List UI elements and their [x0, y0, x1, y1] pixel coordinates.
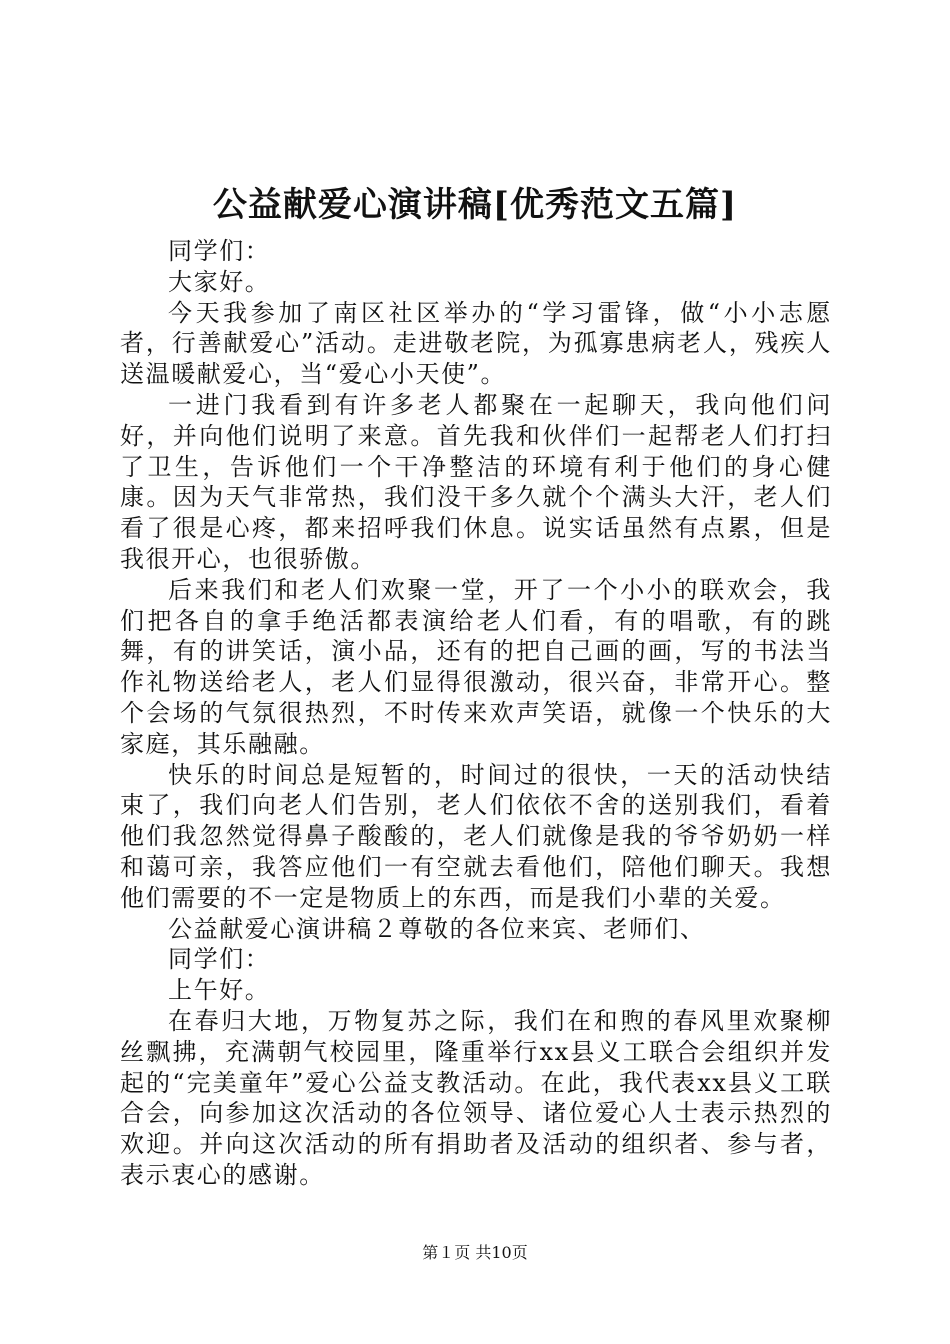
- paragraph-farewell: 快乐的时间总是短暂的，时间过的很快，一天的活动快结束了，我们向老人们告别，老人们依依不舍的送别我们，看着他们我忽然觉得鼻子酸酸的，老人们就像是我的爷爷奶奶一样和蔼可亲，我答应他们一有空就去看他们，陪他们聊天。我想他们需要的不一定是物质上的东西，而是我们小辈的关爱。: [120, 760, 832, 912]
- document-title: 公益献爱心演讲稿[优秀范文五篇]: [212, 185, 738, 225]
- paragraph-intro: 今天我参加了南区社区举办的“学习雷锋，做“小小志愿者，行善献爱心”活动。走进敬老院，为孤寡患病老人，残疾人送温暖献爱心，当“爱心小天使”。: [120, 298, 832, 389]
- paragraph-speech-2-heading: 公益献爱心演讲稿２尊敬的各位来宾、老师们、: [168, 914, 706, 943]
- paragraph-party: 后来我们和老人们欢聚一堂，开了一个小小的联欢会，我们把各自的拿手绝活都表演给老人们看，有的唱歌，有的跳舞，有的讲笑话，演小品，还有的把自己画的画，写的书法当作礼物送给老人，老人们显得很激动，很兴奋，非常开心。整个会场的气氛很热烈，不时传来欢声笑语，就像一个快乐的大家庭，其乐融融。: [120, 575, 832, 758]
- paragraph-greeting: 同学们：: [168, 237, 271, 265]
- paragraph-spring: 在春归大地，万物复苏之际，我们在和煦的春风里欢聚柳丝飘拂，充满朝气校园里，隆重举行xx县义工联合会组织并发起的“完美童年”爱心公益支教活动。在此，我代表xx县义工联合会，向参加这次活动的各位领导、诸位爱心人士表示热烈的欢迎。并向这次活动的所有捐助者及活动的组织者、参与者，表示衷心的感谢。: [120, 1006, 832, 1189]
- paragraph-arrival: 一进门我看到有许多老人都聚在一起聊天，我向他们问好，并向他们说明了来意。首先我和伙伴们一起帮老人们打扫了卫生，告诉他们一个干净整洁的环境有利于他们的身心健康。因为天气非常热，我们没干多久就个个满头大汗，老人们看了很是心疼，都来招呼我们休息。说实话虽然有点累，但是我很开心，也很骄傲。: [120, 390, 832, 573]
- page-footer: 第１页 共10页: [422, 1243, 528, 1262]
- document-body: [120, 236, 832, 1191]
- paragraph-greeting-2: 同学们：: [168, 945, 271, 974]
- paragraph-hello: 大家好。: [168, 267, 271, 296]
- paragraph-morning: 上午好。: [168, 976, 271, 1005]
